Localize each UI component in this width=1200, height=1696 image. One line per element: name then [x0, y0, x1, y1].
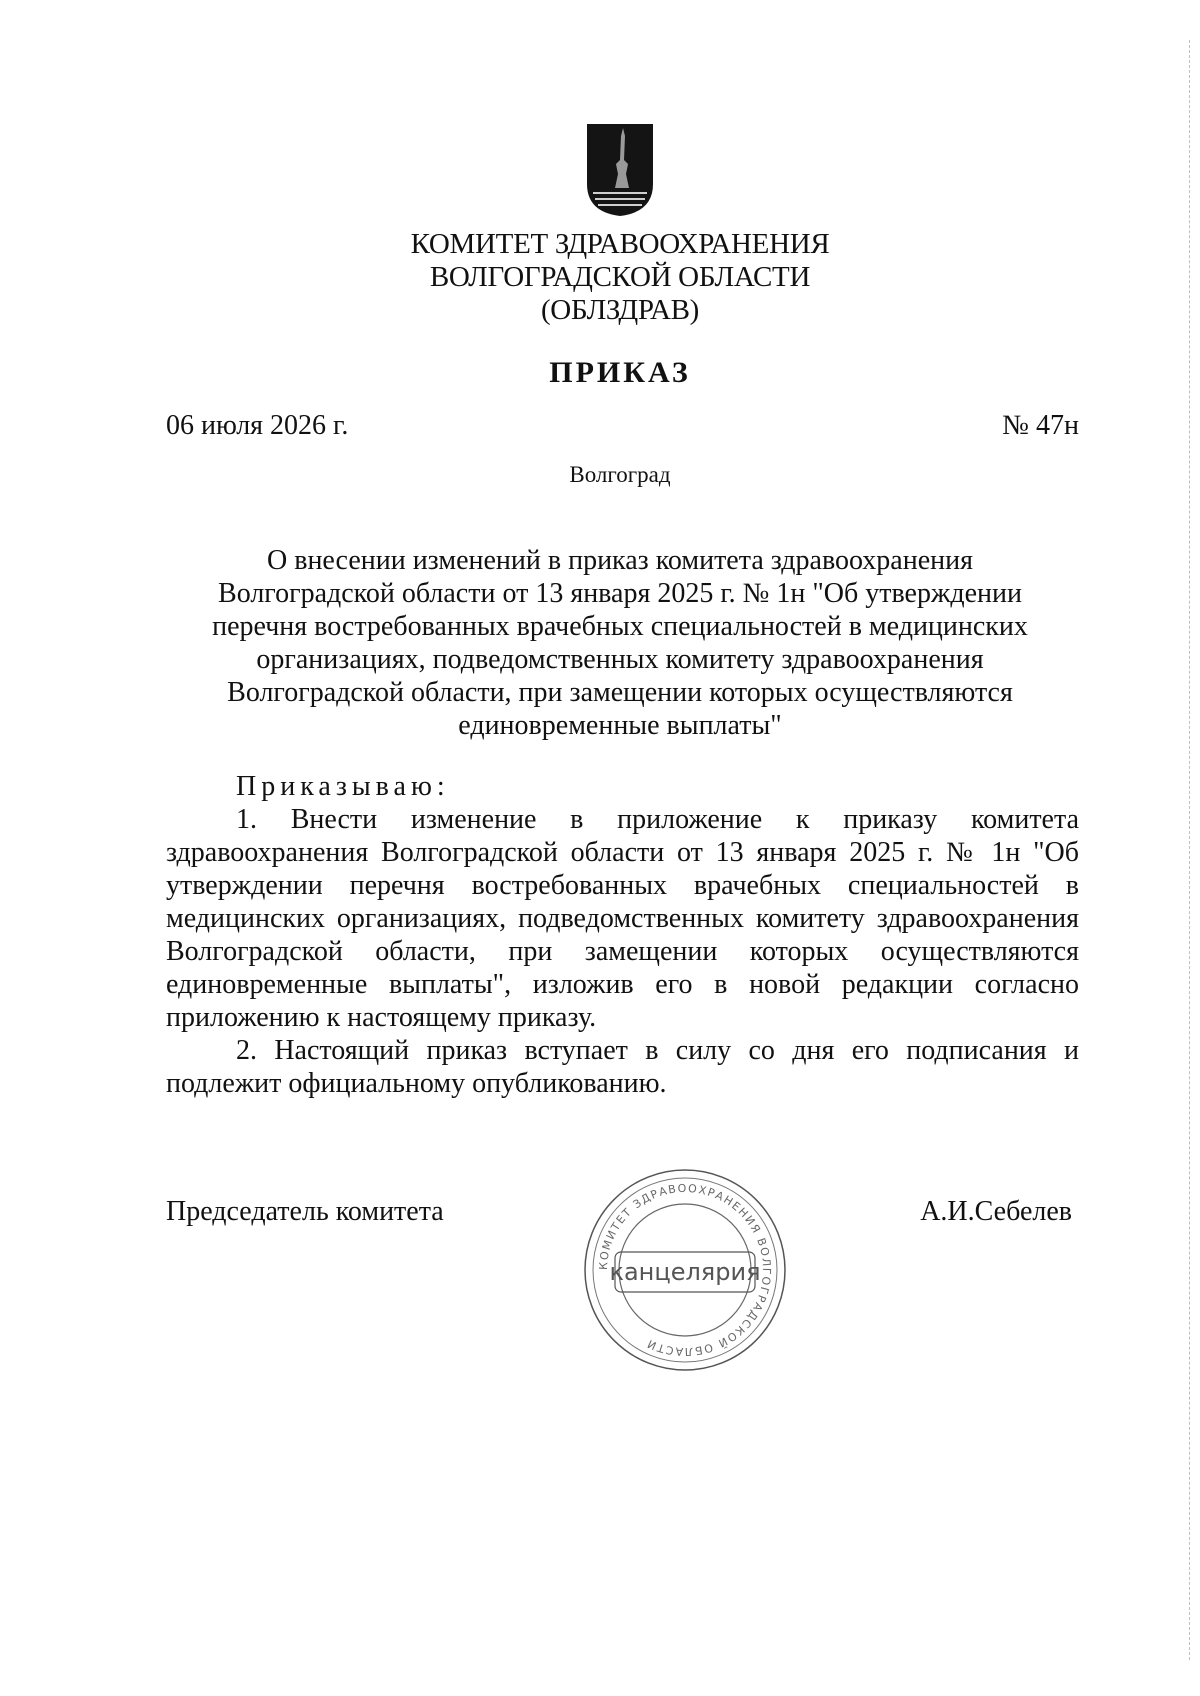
subject-line: перечня востребованных врачебных специальностей в медицинских	[212, 611, 1028, 642]
order-body	[166, 770, 1079, 1100]
order-subject	[200, 544, 1040, 742]
org-abbreviation: (ОБЛЗДРАВ)	[540, 294, 700, 326]
office-stamp	[575, 1160, 795, 1380]
order-number: № 47н	[1002, 410, 1079, 441]
subject-line: Волгоградской области от 13 января 2025 г. № 1н "Об утверждении	[218, 578, 1022, 609]
stamp-ring-text: КОМИТЕТ ЗДРАВООХРАНЕНИЯ ВОЛГОГРАДСКОЙ ОБЛАСТИ	[596, 1181, 774, 1359]
subject-line: организациях, подведомственных комитету здравоохранения	[256, 644, 984, 675]
order-item-1: 1. Внести изменение в приложение к приказу комитета здравоохранения Волгоградской области от 13 января 2025 г. № 1н "Об утверждении перечня востребованных врачебных специальностей в медицинских организациях, подведомственных комитету здравоохранения Волгоградской области, при замещении которых осуществляются единовременные выплаты", изложив его в новой редакции согласно приложению к настоящему приказу.	[166, 804, 1079, 1033]
org-name-line-2: ВОЛГОГРАДСКОЙ ОБЛАСТИ	[429, 261, 811, 293]
org-name-line-1: КОМИТЕТ ЗДРАВООХРАНЕНИЯ	[410, 228, 830, 260]
signer-role: Председатель комитета	[166, 1196, 444, 1227]
ordering-word: Приказываю:	[236, 771, 450, 802]
signer-name: А.И.Себелев	[920, 1196, 1072, 1227]
order-date: 06 июля 2026 г.	[166, 410, 349, 441]
order-city: Волгоград	[569, 462, 671, 487]
stamp-center-text: канцелярия	[609, 1258, 761, 1286]
volgograd-coat-of-arms-icon	[585, 122, 655, 218]
order-item-2: 2. Настоящий приказ вступает в силу со дня его подписания и подлежит официальному опубликованию.	[166, 1035, 1079, 1099]
subject-line: Волгоградской области, при замещении которых осуществляются	[227, 677, 1013, 708]
subject-line: единовременные выплаты"	[458, 710, 782, 741]
subject-line: О внесении изменений в приказ комитета здравоохранения	[267, 545, 973, 576]
order-title: ПРИКАЗ	[549, 356, 691, 389]
scan-edge-line	[1188, 40, 1190, 1660]
